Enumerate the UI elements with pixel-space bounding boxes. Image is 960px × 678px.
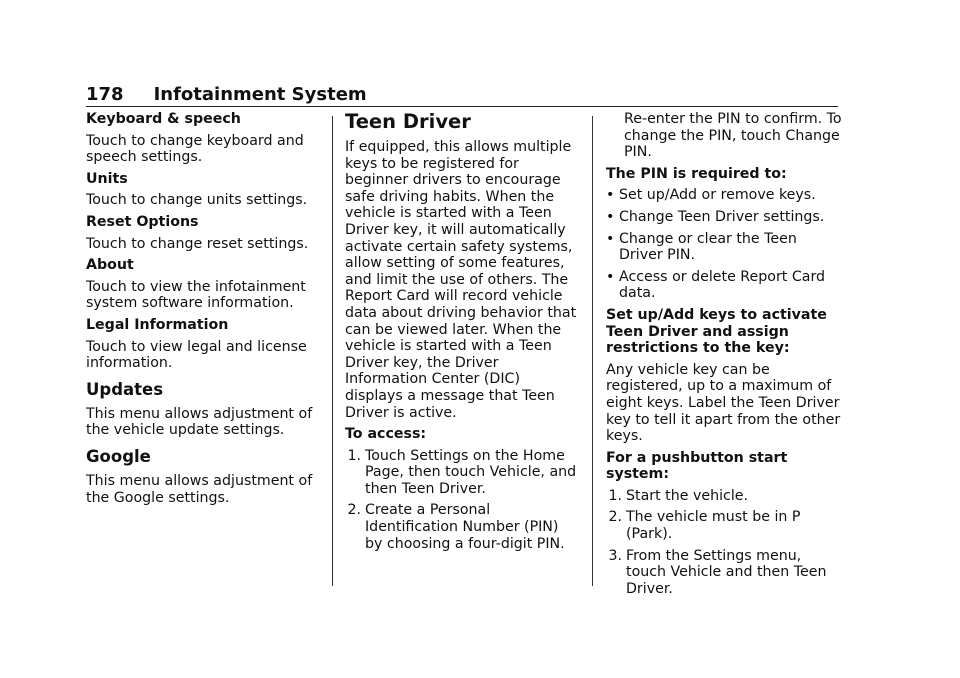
pushbutton-title: For a pushbutton start system: bbox=[606, 449, 788, 483]
bullet-icon: • bbox=[606, 268, 615, 285]
list-item bbox=[606, 269, 842, 302]
step-text: Create a Personal Identification Number (PIN) by choosing a four-digit PIN. bbox=[365, 502, 565, 552]
list-item bbox=[606, 187, 842, 204]
step-text: The vehicle must be in P (Park). bbox=[626, 509, 801, 543]
step-number: 2. bbox=[608, 509, 622, 526]
teen-driver-heading: Teen Driver bbox=[345, 110, 471, 133]
teen-driver-intro: If equipped, this allows multiple keys to be registered for beginner drivers to encourage safe driving habits. When the vehicle is started with a Teen Driver key, it will automatically activate certain safety systems, allow setting of some features, and limit the use of others. The Report Card will record vehicle data about driving behavior that can be viewed later. When the vehicle is started with a Teen Driver key, the Driver Information Center (DIC) displays a message that Teen Driver is active. bbox=[345, 139, 577, 421]
pin-item-text: Set up/Add or remove keys. bbox=[619, 187, 816, 204]
step-number: 3. bbox=[608, 547, 622, 564]
step-number: 2. bbox=[347, 502, 361, 519]
list-item bbox=[345, 448, 580, 498]
bullet-icon: • bbox=[606, 230, 615, 247]
column-2 bbox=[345, 111, 580, 557]
continued-text: Re-enter the PIN to confirm. To change the PIN, touch Change PIN. bbox=[624, 111, 842, 161]
pin-title: The PIN is required to: bbox=[606, 165, 787, 182]
setup-text: Any vehicle key can be registered, up to a maximum of eight keys. Label the Teen Driver key to tell it apart from the other keys. bbox=[606, 361, 841, 445]
bullet-icon: • bbox=[606, 208, 615, 225]
units-text: Touch to change units settings. bbox=[86, 192, 308, 209]
column-divider-2 bbox=[592, 116, 593, 586]
about-text: Touch to view the infotainment system software information. bbox=[86, 278, 306, 312]
google-heading: Google bbox=[86, 446, 151, 466]
step-number: 1. bbox=[608, 487, 622, 504]
list-item bbox=[606, 509, 842, 542]
list-item bbox=[606, 209, 842, 226]
about-title: About bbox=[86, 257, 134, 274]
keyboard-text: Touch to change keyboard and speech settings. bbox=[86, 132, 304, 166]
list-item bbox=[606, 548, 842, 598]
access-title: To access: bbox=[345, 426, 427, 443]
pin-list bbox=[606, 187, 842, 302]
step-text: From the Settings menu, touch Vehicle and then Teen Driver. bbox=[626, 547, 827, 597]
pin-item-text: Change Teen Driver settings. bbox=[619, 208, 825, 225]
pin-item-text: Change or clear the Teen Driver PIN. bbox=[619, 230, 797, 264]
column-divider-1 bbox=[332, 116, 333, 586]
column-1 bbox=[86, 111, 322, 511]
units-title: Units bbox=[86, 170, 128, 187]
legal-title: Legal Information bbox=[86, 316, 229, 333]
pushbutton-steps bbox=[606, 488, 842, 598]
list-item bbox=[606, 231, 842, 264]
column-3 bbox=[606, 111, 842, 602]
reset-title: Reset Options bbox=[86, 213, 199, 230]
legal-text: Touch to view legal and license information. bbox=[86, 338, 307, 372]
bullet-icon: • bbox=[606, 187, 615, 204]
pin-item-text: Access or delete Report Card data. bbox=[619, 268, 826, 302]
step-number: 1. bbox=[347, 447, 361, 464]
updates-heading: Updates bbox=[86, 379, 164, 399]
reset-text: Touch to change reset settings. bbox=[86, 235, 309, 252]
google-text: This menu allows adjustment of the Google settings. bbox=[86, 472, 313, 506]
page-number: 178 bbox=[86, 84, 124, 105]
updates-text: This menu allows adjustment of the vehicle update settings. bbox=[86, 405, 313, 439]
chapter-title: Infotainment System bbox=[153, 84, 367, 105]
step-text: Start the vehicle. bbox=[626, 487, 749, 504]
step-text: Touch Settings on the Home Page, then touch Vehicle, and then Teen Driver. bbox=[365, 447, 577, 497]
list-item bbox=[606, 488, 842, 505]
list-item bbox=[345, 502, 580, 552]
page-header bbox=[86, 82, 838, 107]
setup-title: Set up/Add keys to activate Teen Driver and assign restrictions to the key: bbox=[606, 306, 827, 357]
access-steps bbox=[345, 448, 580, 553]
keyboard-title: Keyboard & speech bbox=[86, 111, 241, 127]
